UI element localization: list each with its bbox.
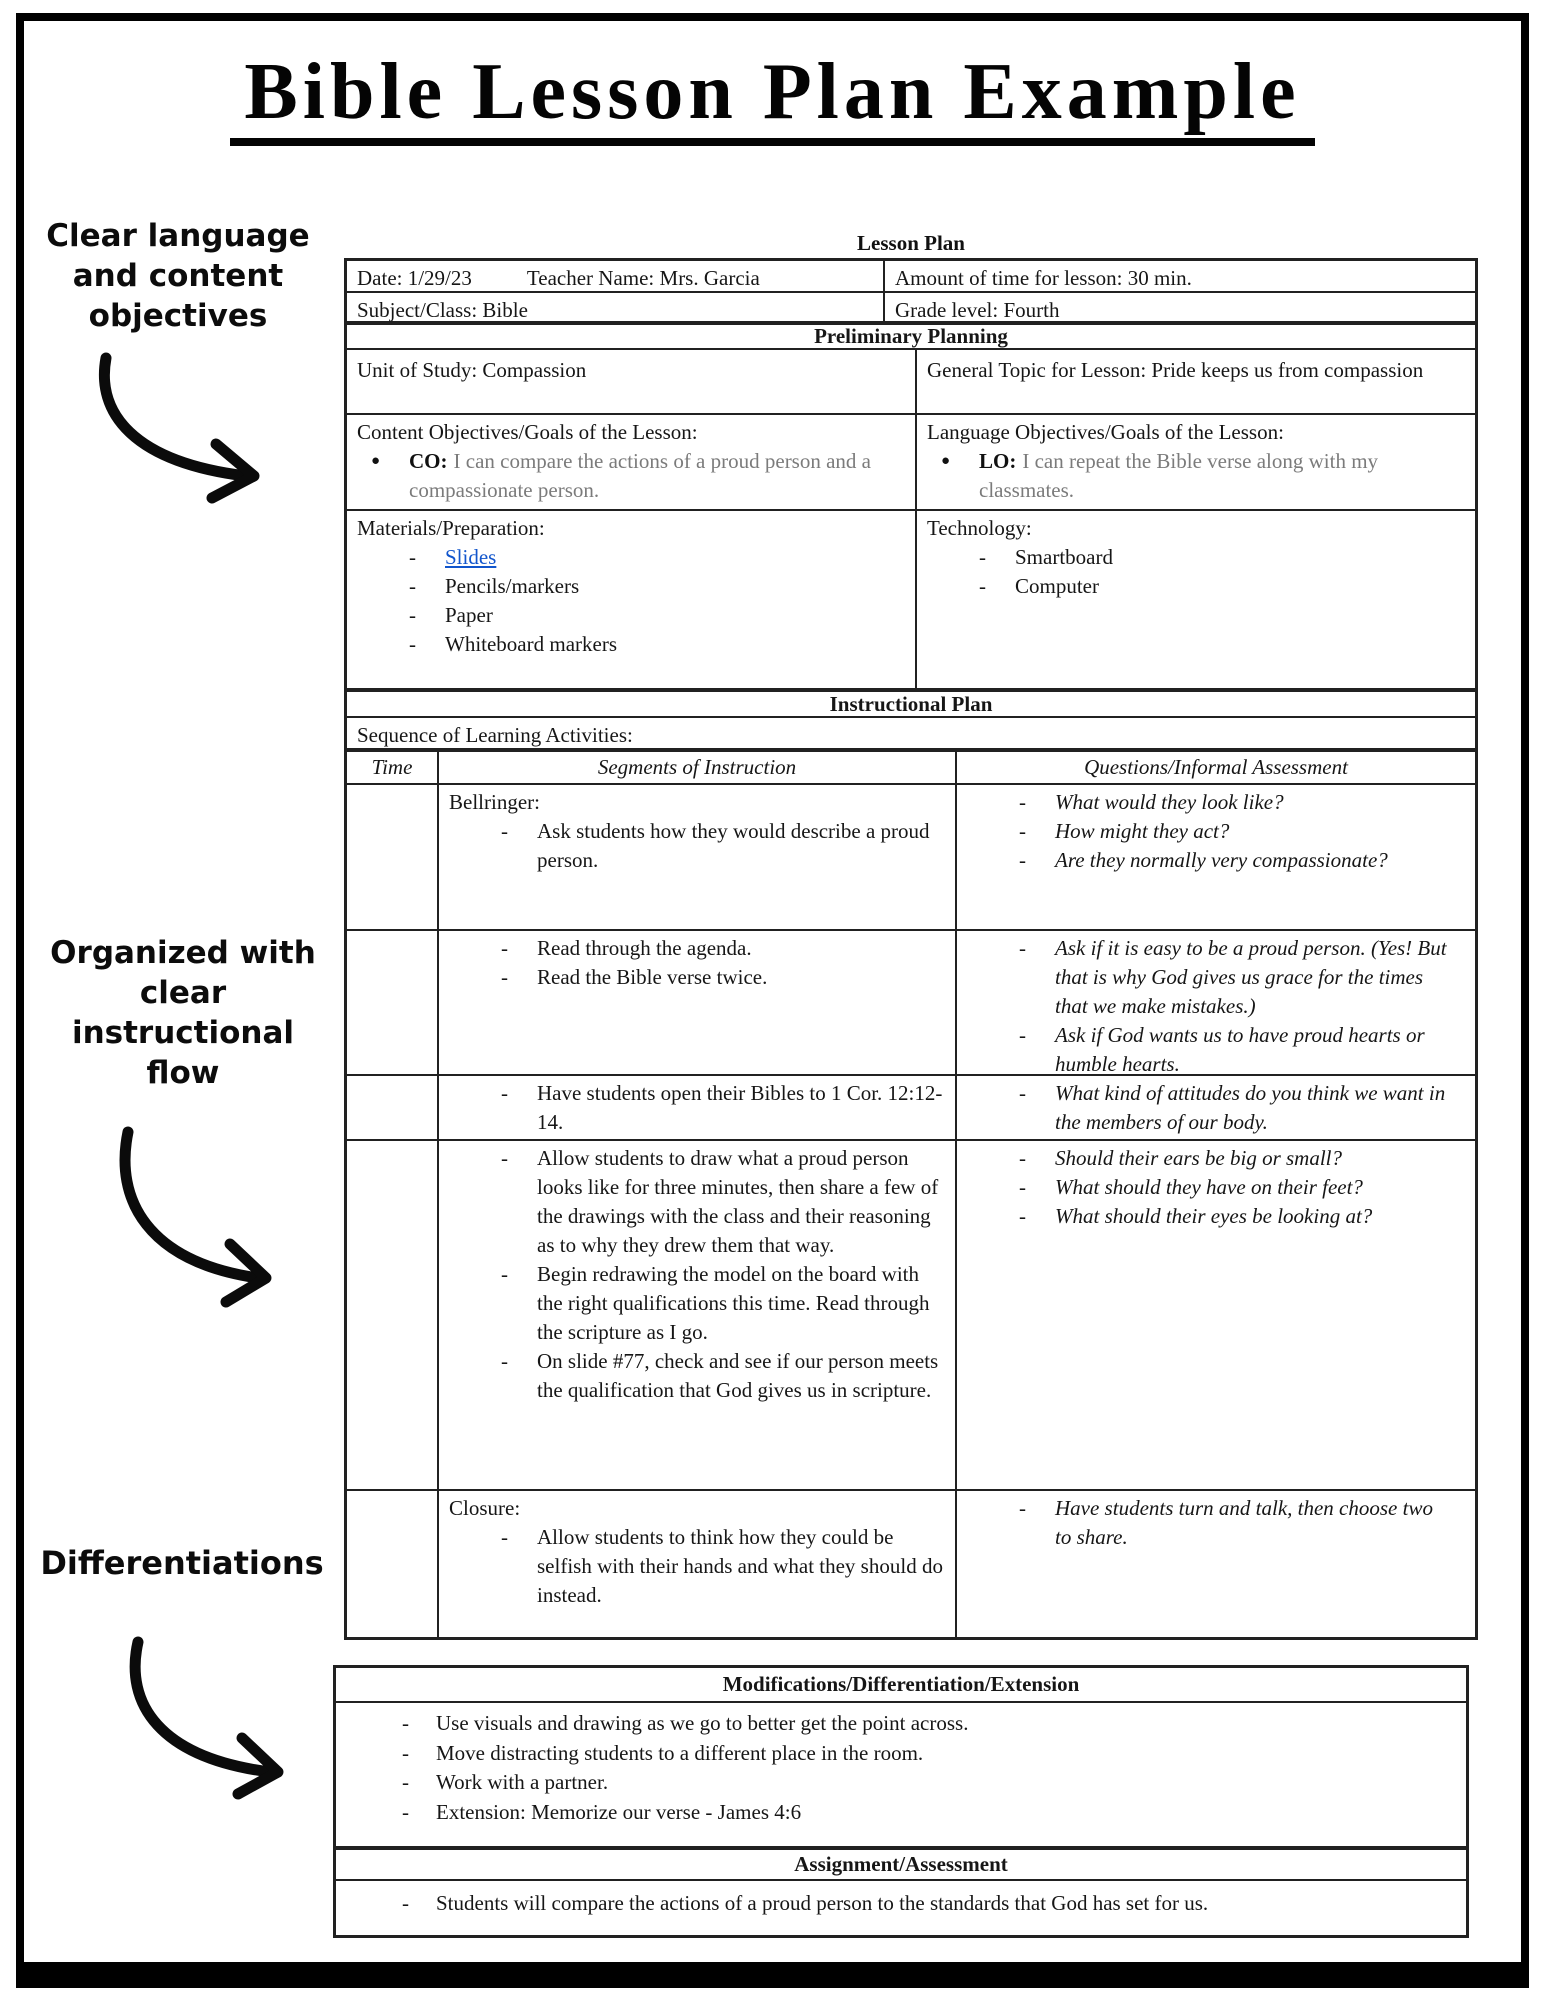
technology-heading: Technology: xyxy=(927,516,1032,540)
segment-item: - Read the Bible verse twice. xyxy=(449,963,945,992)
content-objectives-heading: Content Objectives/Goals of the Lesson: xyxy=(357,420,698,444)
subject-cell: Subject/Class: Bible xyxy=(357,298,528,322)
general-topic-cell: General Topic for Lesson: Pride keeps us from compassion xyxy=(915,350,1475,413)
questions-cell xyxy=(955,1491,1475,1637)
curved-arrow-icon xyxy=(88,348,313,506)
material-item: - Pencils/markers xyxy=(357,572,905,601)
plan-row-drawing xyxy=(347,1141,1475,1491)
column-header-segments: Segments of Instruction xyxy=(437,751,955,784)
technology-cell xyxy=(915,511,1475,688)
page-title: Bible Lesson Plan Example xyxy=(230,52,1314,146)
modifications-table xyxy=(333,1665,1469,1938)
question-item: - How might they act? xyxy=(967,817,1449,846)
question-item: - Ask if it is easy to be a proud person. (Yes! But that is why God gives us grace for the times that we make mistakes.) xyxy=(967,934,1449,1021)
technology-item: - Computer xyxy=(927,572,1465,601)
segment-item: - Read through the agenda. xyxy=(449,934,945,963)
question-item: - Should their ears be big or small? xyxy=(967,1144,1449,1173)
date-teacher-cell xyxy=(347,261,883,291)
row-subject-grade xyxy=(347,293,1475,323)
segment-item: - Allow students to think how they could be selfish with their hands and what they should do instead. xyxy=(449,1523,945,1610)
annotation-differentiations xyxy=(14,1543,350,1583)
annotation-objectives-line: objectives xyxy=(88,298,268,334)
sequence-label: Sequence of Learning Activities: xyxy=(357,723,633,747)
assessment-items xyxy=(336,1881,1466,1935)
co-text: I can compare the actions of a proud person and a compassionate person. xyxy=(409,449,871,502)
content-objectives-cell xyxy=(347,415,915,509)
segment-label: Bellringer: xyxy=(449,790,540,814)
language-objectives-cell xyxy=(915,415,1475,509)
time-cell xyxy=(347,931,437,1074)
question-item: - Are they normally very compassionate? xyxy=(967,846,1449,875)
segments-cell xyxy=(437,1076,955,1139)
question-item: - Ask if God wants us to have proud hearts or humble hearts. xyxy=(967,1021,1449,1079)
plan-row-agenda xyxy=(347,931,1475,1076)
annotation-objectives-line: and content xyxy=(72,258,284,294)
segments-cell xyxy=(437,931,955,1074)
annotation-flow-line: Organized with xyxy=(50,935,316,971)
modification-item: - Use visuals and drawing as we go to better get the point across. xyxy=(336,1709,1466,1739)
time-cell xyxy=(347,1491,437,1637)
questions-cell xyxy=(955,931,1475,1074)
segment-item: - Have students open their Bibles to 1 Cor. 12:12-14. xyxy=(449,1079,945,1137)
row-unit-topic xyxy=(347,350,1475,415)
annotation-objectives xyxy=(22,216,334,336)
annotation-flow-line: clear xyxy=(139,975,227,1011)
assessment-header: Assignment/Assessment xyxy=(336,1848,1466,1881)
time-cell xyxy=(347,785,437,929)
date-value: Date: 1/29/23 xyxy=(357,266,472,290)
lesson-plan-caption: Lesson Plan xyxy=(857,231,965,255)
segment-item: - Ask students how they would describe a proud person. xyxy=(449,817,945,875)
segment-item: - Allow students to draw what a proud person looks like for three minutes, then share a few of the drawings with the class and their reasoning as to why they drew them that way. xyxy=(449,1144,945,1260)
row-sequence-label xyxy=(347,718,1475,750)
question-item: - Have students turn and talk, then choose two to share. xyxy=(967,1494,1449,1552)
segment-item: - On slide #77, check and see if our person meets the qualification that God gives us in scripture. xyxy=(449,1347,945,1405)
row-objectives xyxy=(347,415,1475,511)
question-item: - What should their eyes be looking at? xyxy=(967,1202,1449,1231)
language-objective-item xyxy=(927,447,1465,505)
modification-item: - Work with a partner. xyxy=(336,1768,1466,1798)
instructional-plan-header: Instructional Plan xyxy=(347,690,1475,718)
question-item: - What should they have on their feet? xyxy=(967,1173,1449,1202)
column-header-time: Time xyxy=(371,755,413,779)
modification-item: - Extension: Memorize our verse - James 4:6 xyxy=(336,1798,1466,1828)
teacher-name-value: Teacher Name: Mrs. Garcia xyxy=(526,266,760,290)
column-header-questions: Questions/Informal Assessment xyxy=(955,751,1475,784)
assessment-item: - Students will compare the actions of a proud person to the standards that God has set for us. xyxy=(336,1889,1466,1919)
title-area xyxy=(0,48,1545,146)
curved-arrow-icon xyxy=(108,1122,318,1310)
materials-heading: Materials/Preparation: xyxy=(357,516,545,540)
modifications-items xyxy=(336,1703,1466,1848)
material-item xyxy=(357,543,905,572)
grade-cell: Grade level: Fourth xyxy=(883,293,1475,321)
segment-item: - Begin redrawing the model on the board with the right qualifications this time. Read through the scripture as I go. xyxy=(449,1260,945,1347)
annotation-objectives-line: Clear language xyxy=(46,218,310,254)
lesson-time-cell: Amount of time for lesson: 30 min. xyxy=(883,261,1475,291)
language-objectives-heading: Language Objectives/Goals of the Lesson: xyxy=(927,420,1284,444)
time-cell xyxy=(347,1076,437,1139)
slides-link[interactable]: Slides xyxy=(445,545,497,569)
question-item: - What would they look like? xyxy=(967,788,1449,817)
plan-row-closure xyxy=(347,1491,1475,1637)
unit-of-study-cell: Unit of Study: Compassion xyxy=(357,358,587,382)
material-item: - Whiteboard markers xyxy=(357,630,905,659)
lo-text: I can repeat the Bible verse along with my classmates. xyxy=(979,449,1379,502)
annotation-differentiations-line: Differentiations xyxy=(40,1544,324,1582)
segment-label: Closure: xyxy=(449,1496,521,1520)
row-materials-technology xyxy=(347,511,1475,690)
segments-cell xyxy=(437,1491,955,1637)
modifications-header: Modifications/Differentiation/Extension xyxy=(336,1668,1466,1703)
lo-label: LO: xyxy=(979,449,1017,473)
annotation-flow-line: instructional xyxy=(71,1015,295,1051)
lesson-plan-table xyxy=(344,258,1478,1640)
questions-cell xyxy=(955,785,1475,929)
questions-cell xyxy=(955,1076,1475,1139)
plan-row-bibles xyxy=(347,1076,1475,1141)
curved-arrow-icon xyxy=(118,1632,333,1800)
annotation-flow-line: flow xyxy=(146,1055,220,1091)
segments-cell xyxy=(437,1141,955,1489)
annotation-flow xyxy=(22,933,344,1093)
question-item: - What kind of attitudes do you think we want in the members of our body. xyxy=(967,1079,1449,1137)
co-label: CO: xyxy=(409,449,448,473)
preliminary-planning-header: Preliminary Planning xyxy=(347,323,1475,350)
content-objective-item xyxy=(357,447,905,505)
material-item: - Paper xyxy=(357,601,905,630)
materials-cell xyxy=(347,511,915,688)
time-cell xyxy=(347,1141,437,1489)
modification-item: - Move distracting students to a different place in the room. xyxy=(336,1739,1466,1769)
plan-row-bellringer xyxy=(347,785,1475,931)
questions-cell xyxy=(955,1141,1475,1489)
segments-cell xyxy=(437,785,955,929)
row-column-headers xyxy=(347,750,1475,785)
technology-item: - Smartboard xyxy=(927,543,1465,572)
row-date-teacher-time xyxy=(347,261,1475,293)
